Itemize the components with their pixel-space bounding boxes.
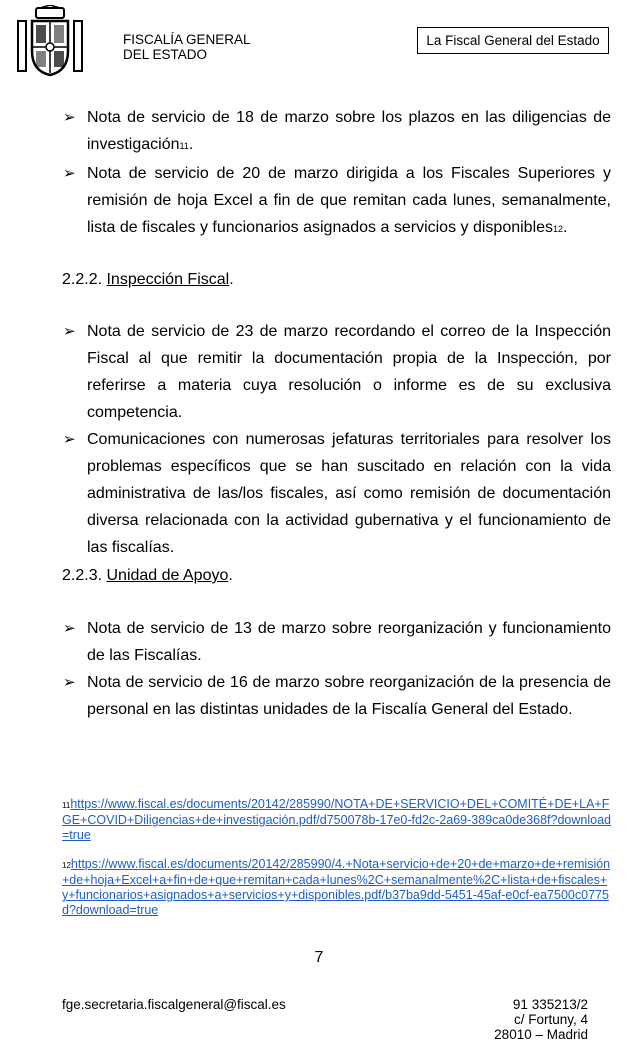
list-item: ➢ Nota de servicio de 18 de marzo sobre los plazos en las diligencias de investigación11.	[62, 104, 611, 160]
footer-street: c/ Fortuny, 4	[513, 1012, 588, 1027]
list-item: ➢ Nota de servicio de 13 de marzo sobre reorganización y funcionamiento de las Fiscalías.	[62, 615, 611, 669]
section-heading-unidad-apoyo: 2.2.3. Unidad de Apoyo.	[62, 567, 233, 584]
arrow-bullet-icon: ➢	[63, 323, 76, 340]
footnote-ref: 12	[553, 224, 564, 234]
footer-address	[470, 997, 588, 1042]
footer-phone: 91 335213/2	[512, 997, 588, 1012]
arrow-bullet-icon: ➢	[63, 431, 76, 448]
footnote-ref: 11	[179, 141, 189, 151]
section-heading-inspeccion: 2.2.2. Inspección Fiscal.	[62, 271, 234, 288]
list-item: ➢ Comunicaciones con numerosas jefaturas territoriales para resolver los problemas específicos que se han suscitado en relación con la vida administrativa de las/los fiscales, así como remisión de documentación diversa relacionada con la actividad gubernativa y el funcionamiento de las fiscalías.	[62, 426, 611, 561]
footer-city: 28010 – Madrid	[494, 1027, 588, 1042]
footnote-link[interactable]: https://www.fiscal.es/documents/20142/285990/NOTA+DE+SERVICIO+DEL+COMITÉ+DE+LA+FGE+COVID+Diligencias+de+investigación.pdf/d750078b-17e0-fd2c-2a69-389ca0de368f?download=true	[62, 797, 611, 842]
list-item: ➢ Nota de servicio de 23 de marzo recordando el correo de la Inspección Fiscal al que remitir la documentación propia de la Inspección, por referirse a materia cuya resolución o informe es de su exclusiva competencia.	[62, 318, 611, 426]
footnote-12: 12https://www.fiscal.es/documents/20142/285990/4.+Nota+servicio+de+20+de+marzo+de+remisión+de+hoja+Excel+a+fin+de+que+remitan+cada+lunes%2C+semanalmente%2C+lista+de+fiscales+y+funcionarios+asignados+a+servicios+y+disponibles.pdf/b37ba9dd-5451-45af-e0cf-ea7500c0775d?download=true	[62, 857, 611, 917]
arrow-bullet-icon: ➢	[63, 620, 76, 637]
arrow-bullet-icon: ➢	[63, 674, 76, 691]
org-line-1: FISCALÍA GENERAL	[123, 32, 251, 47]
list-item: ➢ Nota de servicio de 16 de marzo sobre reorganización de la presencia de personal en las distintas unidades de la Fiscalía General del Estado.	[62, 669, 611, 723]
list-item: ➢ Nota de servicio de 20 de marzo dirigida a los Fiscales Superiores y remisión de hoja Excel a fin de que remitan cada lunes, semanalmente, lista de fiscales y funcionarios asignados a servicios y disponibles12.	[62, 160, 611, 243]
arrow-bullet-icon: ➢	[63, 109, 76, 126]
bullet-list-3	[62, 615, 611, 723]
organization-name	[123, 32, 251, 62]
page-number: 7	[314, 949, 324, 966]
footer-email: fge.secretaria.fiscalgeneral@fiscal.es	[62, 997, 286, 1012]
bullet-list-1	[62, 104, 611, 243]
bullet-list-2	[62, 318, 611, 561]
arrow-bullet-icon: ➢	[63, 165, 76, 182]
org-line-2: DEL ESTADO	[123, 47, 208, 62]
coat-of-arms-icon	[14, 5, 86, 77]
footnote-11: 11https://www.fiscal.es/documents/20142/285990/NOTA+DE+SERVICIO+DEL+COMITÉ+DE+LA+FGE+COVID+Diligencias+de+investigación.pdf/d750078b-17e0-fd2c-2a69-389ca0de368f?download=true	[62, 797, 611, 842]
footnote-link[interactable]: https://www.fiscal.es/documents/20142/285990/4.+Nota+servicio+de+20+de+marzo+de+remisión+de+hoja+Excel+a+fin+de+que+remitan+cada+lunes%2C+semanalmente%2C+lista+de+fiscales+y+funcionarios+asignados+a+servicios+y+disponibles.pdf/b37ba9dd-5451-45af-e0cf-ea7500c0775d?download=true	[62, 857, 611, 917]
sender-box: La Fiscal General del Estado	[417, 27, 609, 54]
